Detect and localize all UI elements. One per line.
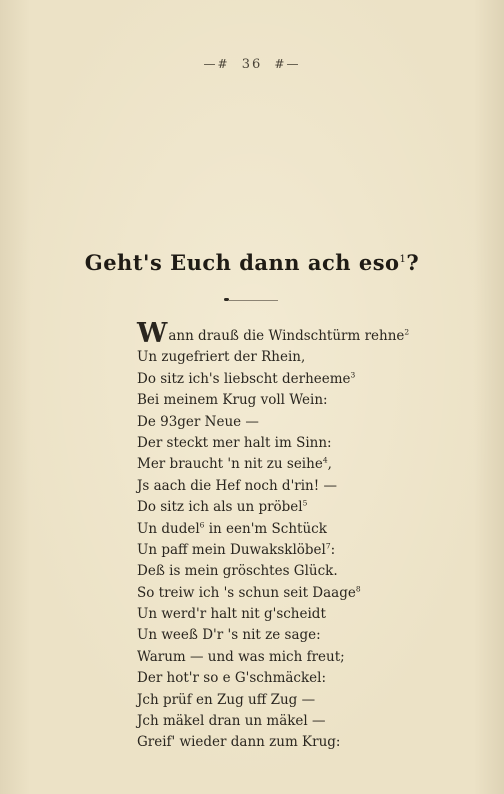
page-header [0, 57, 504, 72]
poem-line-text: Jch mäkel dran un mäkel — [137, 713, 326, 730]
poem-line-text: Warum — und was mich freut; [137, 648, 345, 665]
poem-line [137, 583, 409, 604]
poem-line [137, 454, 409, 475]
poem-line-text: ann drauß die Windschtürm rehne [168, 328, 405, 344]
poem-line [137, 318, 410, 349]
title-divider [228, 300, 278, 301]
poem-line [137, 690, 409, 711]
poem-line-text: Un paff mein Duwaksklöbel [137, 541, 326, 558]
poem-line [137, 561, 409, 582]
poem-line [137, 497, 409, 518]
poem-line [137, 390, 409, 411]
poem-title-text: Geht's Euch dann ach eso [84, 250, 400, 275]
poem-line [137, 369, 409, 390]
poem-line-text: Js aach die Hef noch d'rin! — [137, 477, 337, 494]
poem-line-continuation: : [330, 541, 336, 558]
footnote-marker: 7 [325, 541, 331, 551]
footnote-marker: 3 [350, 370, 356, 380]
poem-line-text: Do sitz ich als un pröbel [137, 499, 303, 516]
poem-line [137, 647, 409, 668]
footnote-marker: 8 [355, 584, 361, 594]
poem-line-text: Do sitz ich's liebscht derheeme [137, 370, 351, 387]
title-footnote-marker: 1 [399, 254, 407, 265]
poem-line-continuation: , [327, 456, 332, 473]
poem-line-text: Mer braucht 'n nit zu seihe [137, 456, 323, 473]
footnote-marker: 2 [404, 327, 410, 337]
poem-line-text: Un zugefriert der Rhein, [137, 349, 306, 366]
page-number: 36 [241, 57, 263, 72]
footnote-marker: 4 [322, 455, 328, 465]
poem-line-text: De 93ger Neue — [137, 413, 259, 430]
drop-initial: W [137, 318, 168, 349]
ornament-right: #— [274, 57, 301, 71]
poem-line [137, 433, 409, 454]
ornament-left: —# [203, 57, 230, 71]
poem-line-text: Bei meinem Krug voll Wein: [137, 392, 328, 409]
poem-title [0, 250, 504, 275]
poem-line-continuation: in een'm Schtück [204, 520, 327, 537]
poem-line-text: Der hot'r so e G'schmäckel: [137, 670, 327, 687]
poem-line-text: Der steckt mer halt im Sinn: [137, 434, 332, 451]
poem-line-text: So treiw ich 's schun seit Daage [137, 584, 356, 601]
poem-line [137, 625, 409, 646]
poem-line-text: Un weeß D'r 's nit ze sage: [137, 627, 321, 644]
poem-line [137, 604, 409, 625]
footnote-marker: 6 [199, 520, 205, 530]
poem-line-text: Deß is mein gröschtes Glück. [137, 563, 338, 580]
poem-line [137, 412, 409, 433]
title-punctuation: ? [406, 250, 420, 275]
poem-line-text: Un dudel [137, 520, 200, 537]
poem-body [137, 318, 410, 754]
poem-line [137, 668, 409, 689]
poem-line [137, 347, 409, 368]
poem-line-text: Jch prüf en Zug uff Zug — [137, 691, 316, 708]
poem-line [137, 519, 409, 540]
footnote-marker: 5 [302, 498, 308, 508]
poem-line [137, 732, 409, 753]
poem-line [137, 711, 409, 732]
poem-line [137, 476, 409, 497]
poem-line [137, 540, 409, 561]
poem-line-text: Un werd'r halt nit g'scheidt [137, 606, 326, 623]
poem-line-text: Greif' wieder dann zum Krug: [137, 734, 341, 751]
